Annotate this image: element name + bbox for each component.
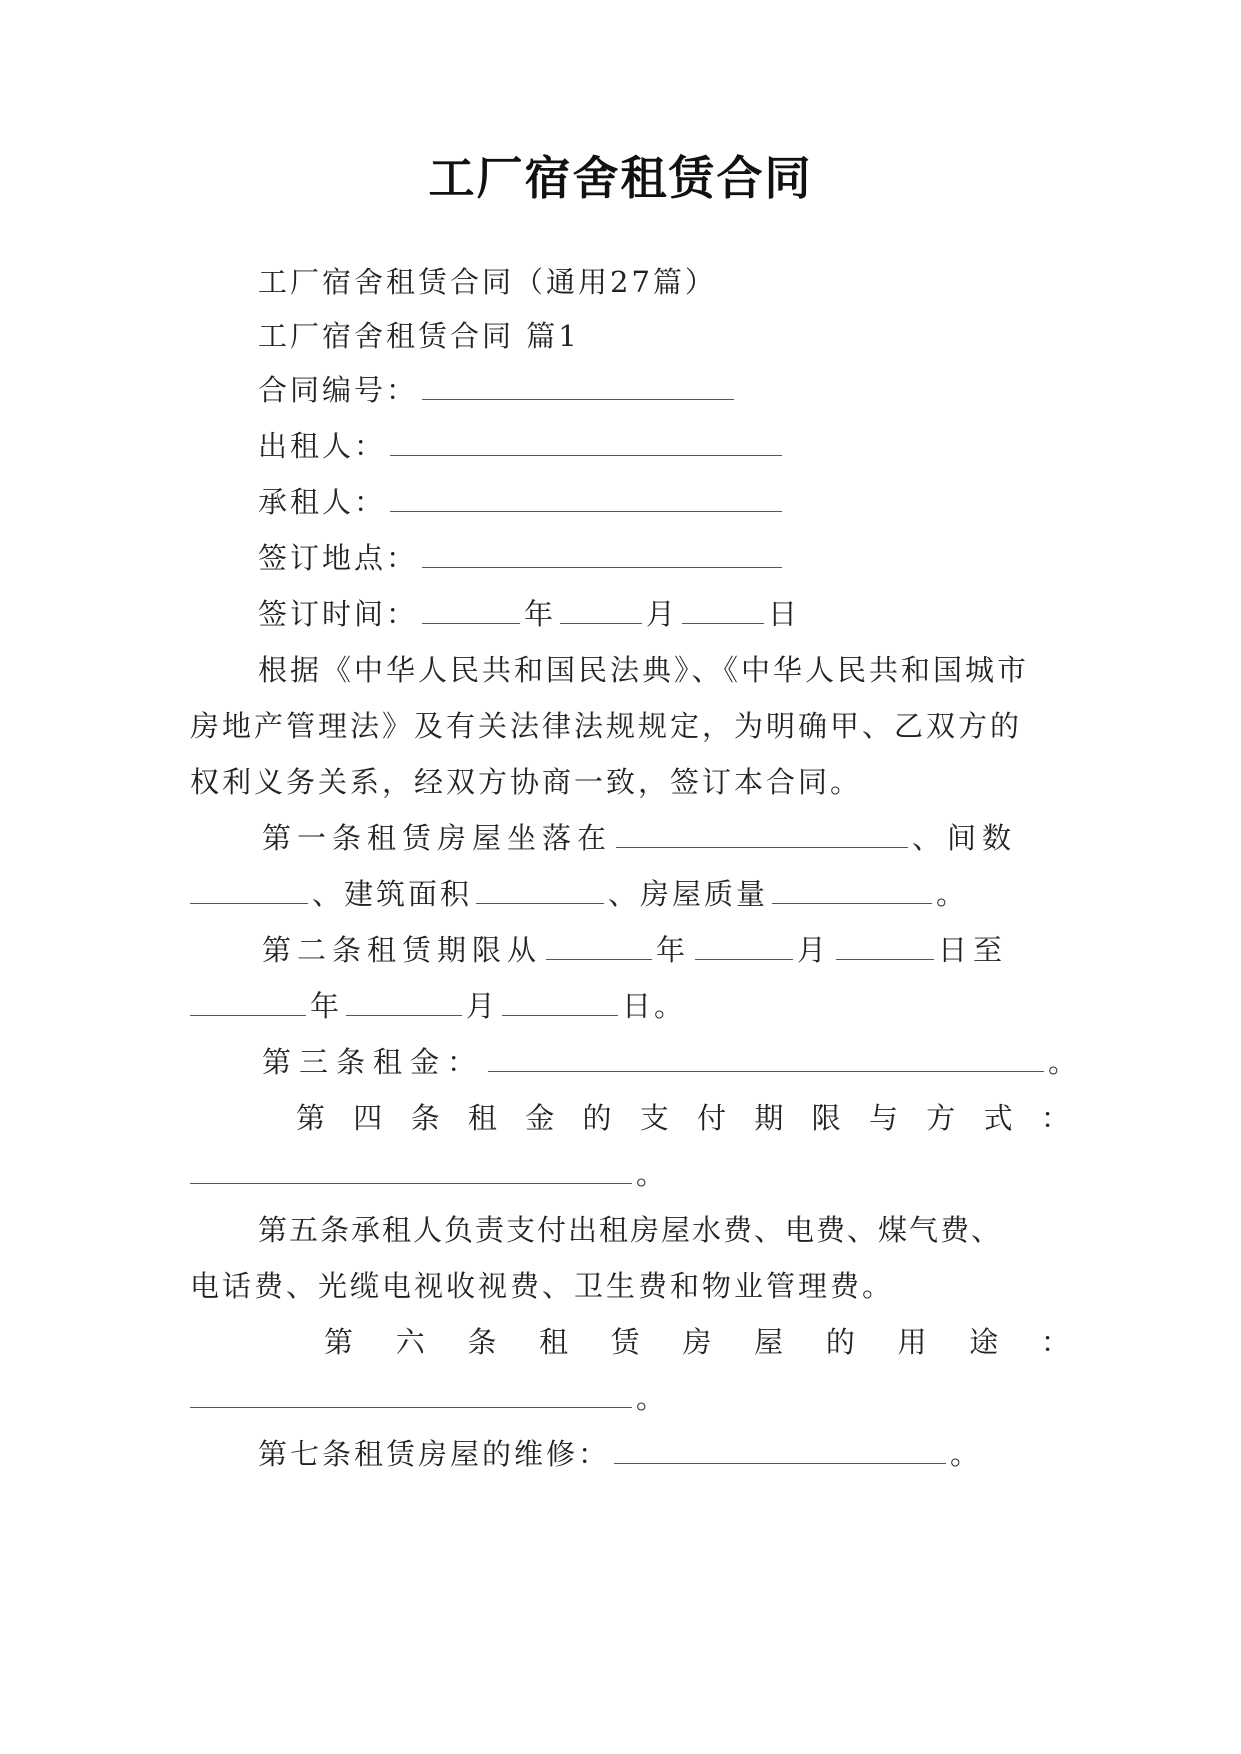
- article-2-end-year-label: 年: [310, 989, 343, 1023]
- signing-time-field: [258, 594, 800, 634]
- article-3-label: 第三条租金：: [262, 1045, 485, 1079]
- article-6-char: 第: [324, 1325, 354, 1359]
- article-6-end: 。: [636, 1381, 669, 1415]
- article-3-rent-blank: [488, 1045, 1044, 1072]
- preamble-line-2: 房地产管理法》及有关法律法规规定，为明确甲、乙双方的: [190, 709, 1023, 743]
- article-6-char: 六: [395, 1325, 425, 1359]
- preamble-line-1: 根据《中华人民共和国民法典》、《中华人民共和国城市: [258, 653, 1030, 687]
- signing-place-blank: [422, 541, 782, 568]
- signing-time-label: 签订时间：: [258, 597, 419, 631]
- document-title: 工厂宿舍租赁合同: [428, 151, 813, 205]
- article-4-char: 租: [467, 1101, 497, 1135]
- article-2-start-day-blank: [836, 933, 934, 960]
- article-4-char: 条: [410, 1101, 440, 1135]
- article-7: [258, 1434, 982, 1474]
- article-4-char: 限: [811, 1101, 841, 1135]
- year-label: 年: [524, 597, 557, 631]
- lessor-label: 出租人：: [258, 429, 387, 463]
- article-6-char: 用: [897, 1325, 927, 1359]
- year-blank: [422, 597, 520, 624]
- article-7-label: 第七条租赁房屋的维修：: [258, 1437, 611, 1471]
- article-4-line-2: [190, 1154, 668, 1194]
- lessee-blank: [390, 485, 782, 512]
- article-1-location-label: 第一条租赁房屋坐落在: [262, 821, 613, 855]
- article-1-line-1: [262, 818, 1017, 858]
- article-6-char: 途: [969, 1325, 999, 1359]
- contract-number-label: 合同编号：: [258, 373, 419, 407]
- article-2-year-label: 年: [656, 933, 692, 967]
- article-1-rooms-label: 、间数: [912, 821, 1018, 855]
- article-6-char: ：: [1040, 1325, 1070, 1359]
- document-subtitle: 工厂宿舍租赁合同（通用27篇）: [258, 265, 717, 299]
- article-2-day-to-label: 日至: [938, 933, 1009, 967]
- article-1-quality-blank: [772, 877, 932, 904]
- signing-place-label: 签订地点：: [258, 541, 419, 575]
- contract-number-field: [258, 370, 738, 410]
- month-label: 月: [646, 597, 679, 631]
- article-4-char: 四: [353, 1101, 383, 1135]
- article-2-end-year-blank: [190, 989, 306, 1016]
- article-1-rooms-blank: [190, 877, 308, 904]
- article-5-line-1: 第五条承租人负责支付出租房屋水费、电费、煤气费、: [258, 1213, 1003, 1247]
- article-6-char: 房: [682, 1325, 712, 1359]
- article-4-end: 。: [636, 1157, 669, 1191]
- article-3-end: 。: [1048, 1045, 1086, 1079]
- lessor-field: [258, 426, 786, 466]
- day-label: 日: [768, 597, 801, 631]
- article-6-line-2: [190, 1378, 668, 1418]
- article-6-purpose-blank: [190, 1381, 632, 1408]
- article-7-end: 。: [950, 1437, 983, 1471]
- article-4-char: 第: [296, 1101, 326, 1135]
- article-2-start-month-blank: [695, 933, 793, 960]
- preamble-line-3: 权利义务关系，经双方协商一致，签订本合同。: [190, 765, 863, 799]
- article-3: [262, 1042, 1085, 1082]
- article-4-payment-blank: [190, 1157, 632, 1184]
- article-4-char: 支: [639, 1101, 669, 1135]
- article-4-char: 期: [754, 1101, 784, 1135]
- article-4-char: 金: [525, 1101, 555, 1135]
- article-5-line-2: 电话费、光缆电视收视费、卫生费和物业管理费。: [190, 1269, 895, 1303]
- article-6-char: 租: [539, 1325, 569, 1359]
- lessor-blank: [390, 429, 782, 456]
- section-heading: 工厂宿舍租赁合同 篇1: [258, 319, 580, 353]
- article-4-char: 付: [697, 1101, 727, 1135]
- article-4-char: 式: [983, 1101, 1013, 1135]
- article-6-char: 条: [467, 1325, 497, 1359]
- article-2-end-month-label: 月: [466, 989, 499, 1023]
- lessee-field: [258, 482, 786, 522]
- article-2-start-year-blank: [546, 933, 652, 960]
- article-1-location-blank: [616, 821, 908, 848]
- article-4-char: 与: [868, 1101, 898, 1135]
- contract-number-blank: [422, 373, 734, 400]
- article-1-quality-label: 、房屋质量: [608, 877, 769, 911]
- article-2-end-day-blank: [502, 989, 618, 1016]
- article-2-line-2: [190, 986, 686, 1026]
- article-7-repair-blank: [614, 1437, 946, 1464]
- article-2-month-label: 月: [797, 933, 833, 967]
- article-6-char: 赁: [610, 1325, 640, 1359]
- article-6-line-1: [190, 1322, 1070, 1362]
- article-2-label: 第二条租赁期限从: [262, 933, 543, 967]
- article-1-area-blank: [476, 877, 604, 904]
- article-6-char: 屋: [754, 1325, 784, 1359]
- article-4-line-1: [190, 1098, 1070, 1138]
- article-1-area-label: 、建筑面积: [312, 877, 473, 911]
- lessee-label: 承租人：: [258, 485, 387, 519]
- article-2-line-1: [262, 930, 1008, 970]
- article-1-end: 。: [936, 877, 969, 911]
- day-blank: [682, 597, 764, 624]
- article-4-char: 的: [582, 1101, 612, 1135]
- article-6-char: 的: [825, 1325, 855, 1359]
- article-4-char: ：: [1040, 1101, 1070, 1135]
- signing-place-field: [258, 538, 786, 578]
- article-2-end-month-blank: [346, 989, 462, 1016]
- article-2-end-day-label: 日。: [622, 989, 687, 1023]
- month-blank: [560, 597, 642, 624]
- article-4-char: 方: [926, 1101, 956, 1135]
- article-1-line-2: [190, 874, 968, 914]
